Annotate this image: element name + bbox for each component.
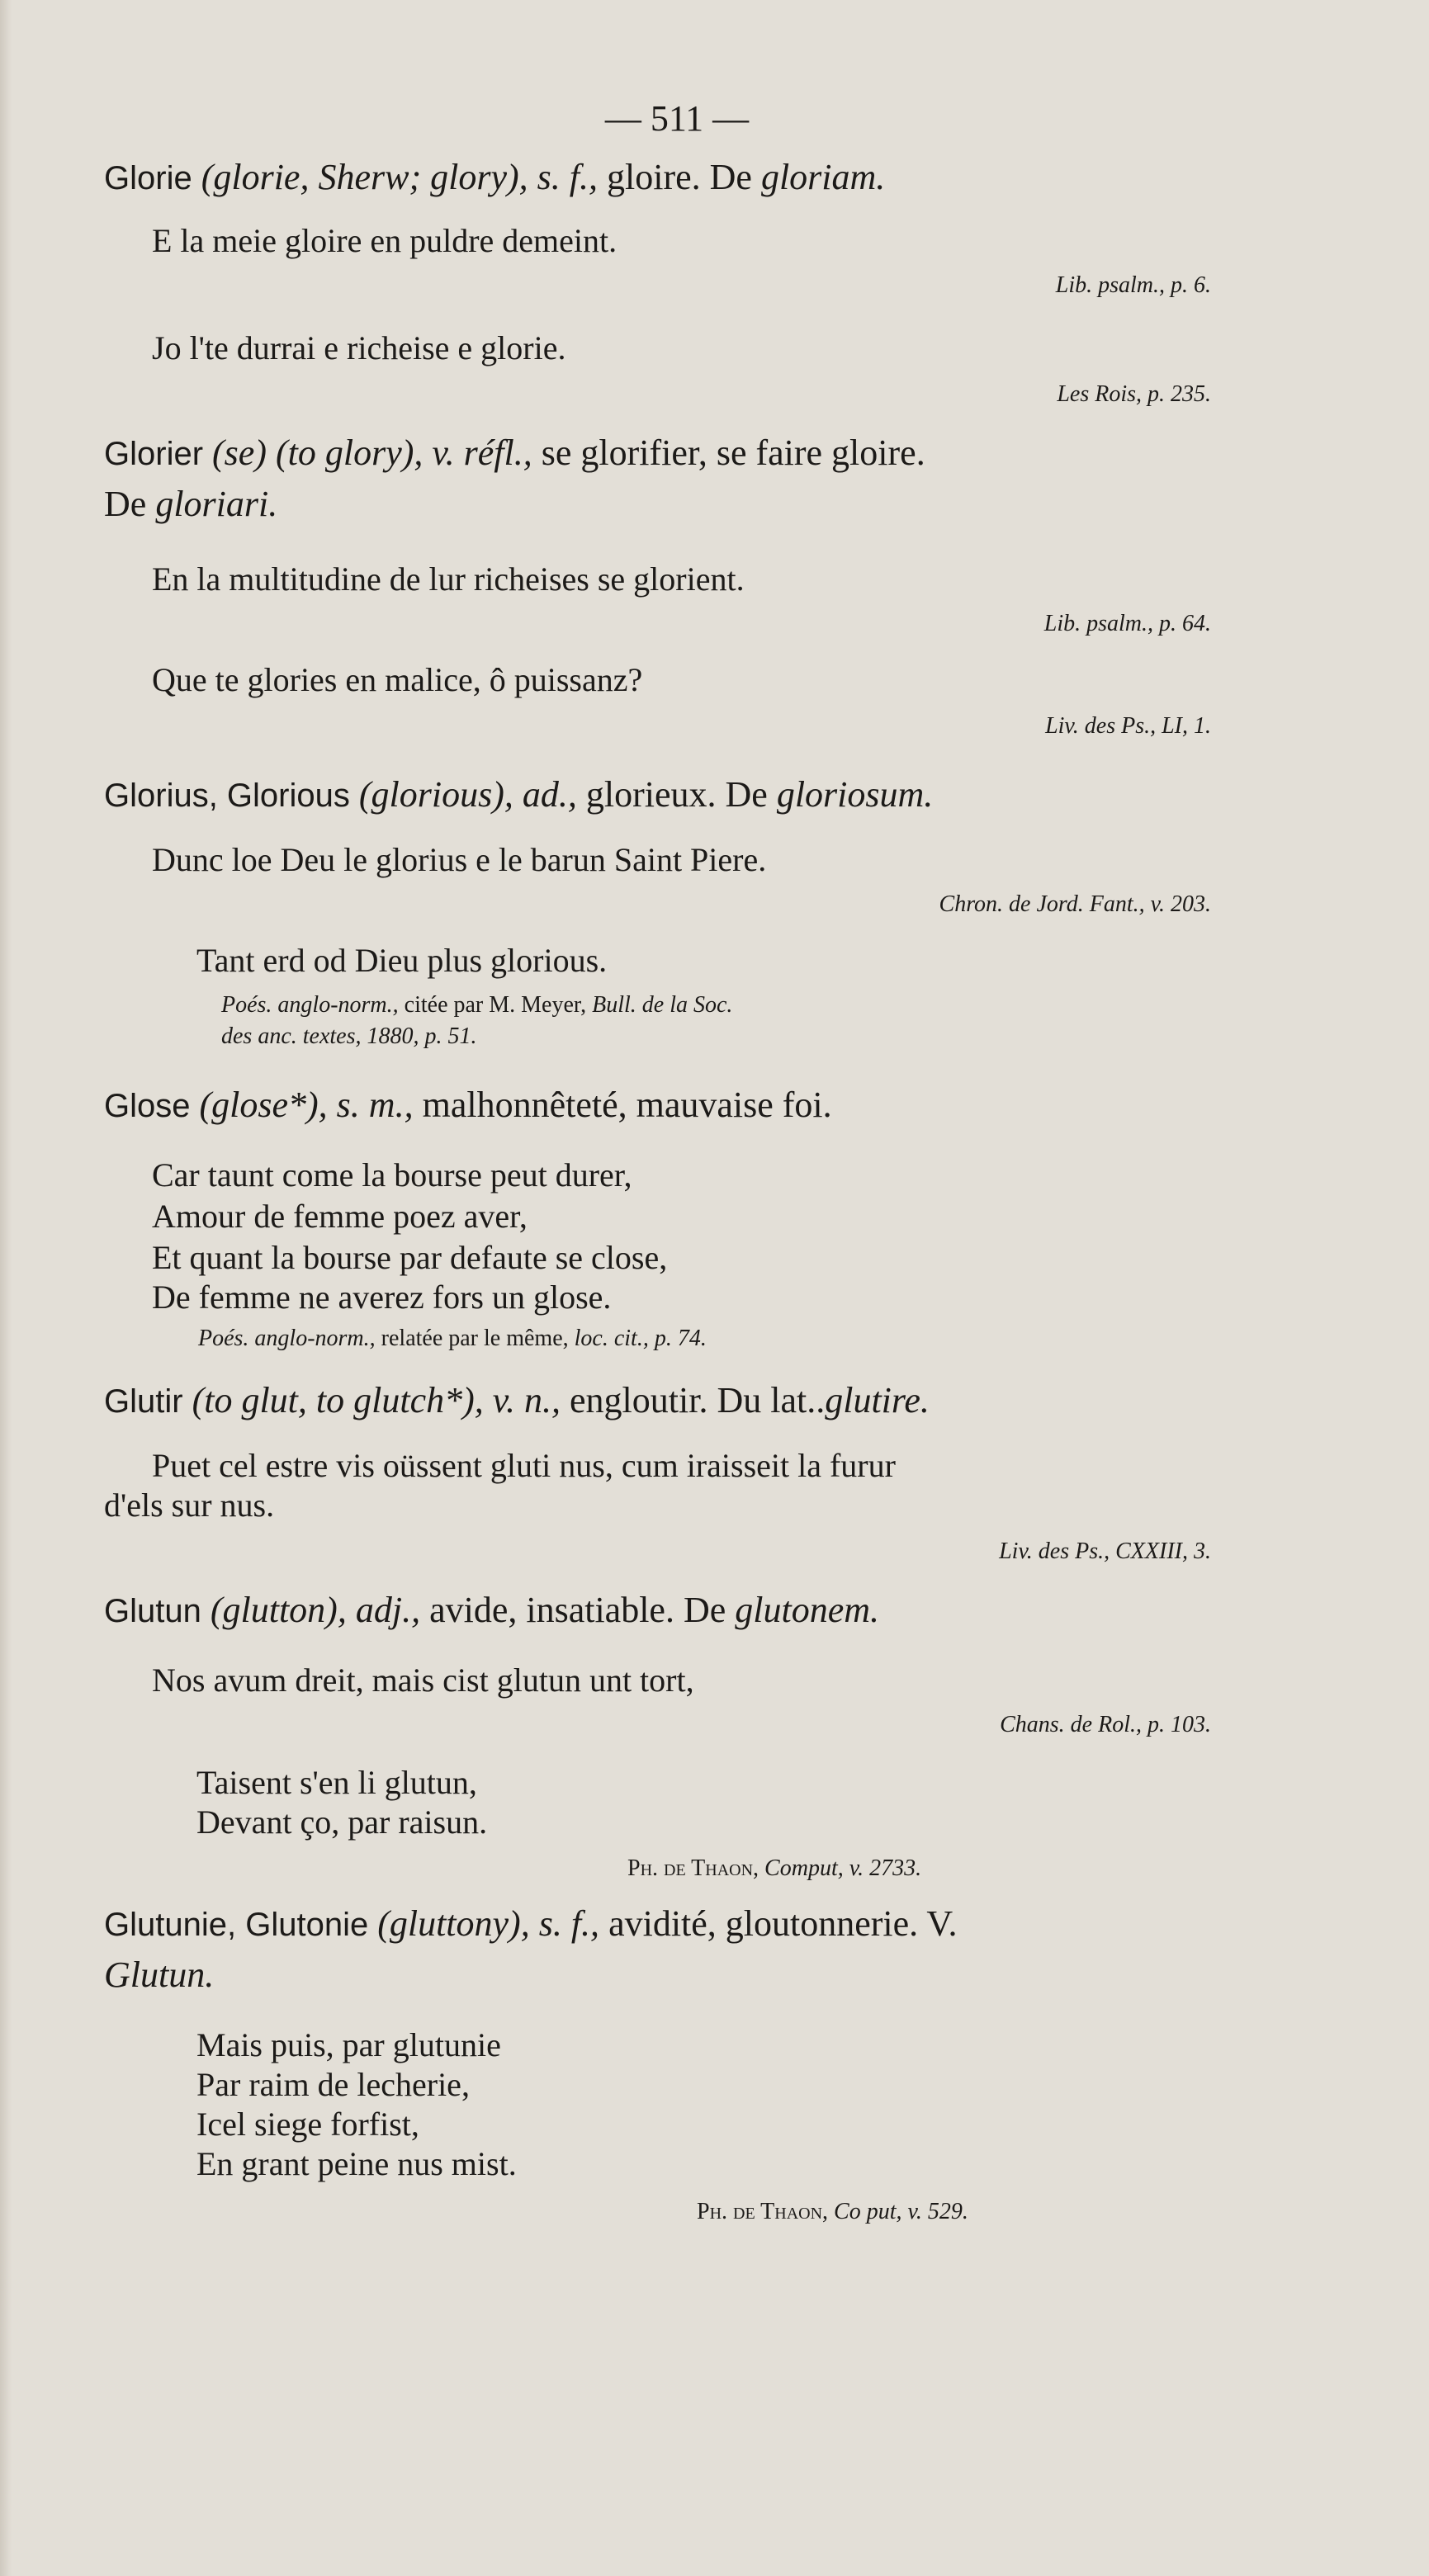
headword: Glose: [104, 1088, 191, 1124]
latin-source: glutonem.: [735, 1590, 880, 1630]
quote: En la multitudine de lur richeises se glorient.: [152, 560, 745, 598]
verse-line: Car taunt come la bourse peut durer,: [152, 1156, 632, 1193]
gloss: gloire. De: [607, 157, 752, 197]
source: Les Rois, p. 235.: [1057, 381, 1211, 407]
gloss: malhonnêteté, mauvaise foi.: [422, 1085, 832, 1125]
verse-line: Icel siege forfist,: [196, 2106, 419, 2143]
source: Liv. des Ps., CXXIII, 3.: [999, 1539, 1211, 1564]
quote: Nos avum dreit, mais cist glutun unt tort,: [152, 1661, 694, 1699]
gloss: engloutir. Du lat..: [570, 1380, 826, 1420]
page-number: — 511 —: [604, 98, 750, 139]
quote: Dunc loe Deu le glorius e le barun Saint Piere.: [152, 841, 767, 878]
source-cont: des anc. textes, 1880, p. 51.: [221, 1023, 477, 1049]
entry-glutir-heading: [104, 1377, 930, 1425]
latin-source: glutire.: [825, 1380, 930, 1420]
headword: Glutunie, Glutonie: [104, 1907, 369, 1943]
headword: Glorius, Glorious: [104, 778, 350, 814]
gloss: avidité, gloutonnerie. V.: [608, 1903, 958, 1944]
entry-glutun-heading: [104, 1586, 879, 1635]
verse-line: De femme ne averez fors un glose.: [152, 1279, 612, 1316]
gloss: glorieux. De: [585, 774, 768, 815]
headword: Glutun: [104, 1593, 201, 1629]
entry-glutunie-heading-cont: [104, 1951, 214, 1999]
prose-line: Puet cel estre vis oüssent gluti nus, cum iraisseit la furur: [152, 1447, 896, 1484]
etymology: (glorious), ad.,: [358, 774, 577, 815]
quote: Tant erd od Dieu plus glorious.: [196, 942, 608, 979]
source: Ph. de Thaon, Co put, v. 529.: [697, 2199, 968, 2224]
verse-line: Et quant la bourse par defaute se close,: [152, 1239, 668, 1276]
prose-line: d'els sur nus.: [104, 1487, 275, 1524]
entry-glose-heading: [104, 1081, 832, 1130]
page-edge: [0, 0, 12, 2576]
entry-glorier-heading-cont: [104, 480, 277, 528]
verse-line: Amour de femme poez aver,: [152, 1198, 528, 1235]
etymology: (gluttony), s. f.,: [377, 1903, 600, 1944]
quote: E la meie gloire en puldre demeint.: [152, 222, 617, 259]
source: Poés. anglo-norm., relatée par le même, loc. cit., p. 74.: [198, 1326, 707, 1351]
etymology: (glose*), s. m.,: [199, 1085, 414, 1125]
headword: Glutir: [104, 1383, 183, 1420]
latin-source: gloriari.: [155, 484, 278, 524]
source: Chron. de Jord. Fant., v. 203.: [939, 891, 1211, 917]
verse-line: Devant ço, par raisun.: [196, 1803, 488, 1841]
etymology: (glorie, Sherw; glory), s. f.,: [201, 157, 598, 197]
latin-source: gloriam.: [760, 157, 886, 197]
source: Chans. de Rol., p. 103.: [1000, 1712, 1211, 1737]
verse-line: En grant peine nus mist.: [196, 2145, 517, 2182]
source: Ph. de Thaon, Comput, v. 2733.: [627, 1855, 922, 1881]
source: Lib. psalm., p. 64.: [1043, 611, 1211, 636]
gloss: avide, insatiable. De: [429, 1590, 726, 1630]
quote: Jo l'te durrai e richeise e glorie.: [152, 329, 566, 366]
etymology: (se) (to glory), v. réfl.,: [212, 432, 532, 473]
entry-glorier-heading: [104, 429, 925, 478]
source: Liv. des Ps., LI, 1.: [1045, 713, 1211, 739]
etymology: (to glut, to glutch*), v. n.,: [192, 1380, 561, 1420]
source: Lib. psalm., p. 6.: [1055, 272, 1211, 298]
entry-glutunie-heading: [104, 1900, 958, 1949]
verse-line: Taisent s'en li glutun,: [196, 1764, 477, 1801]
etymology: (glutton), adj.,: [210, 1590, 421, 1630]
cross-reference: Glutun.: [104, 1954, 215, 1995]
quote: Que te glories en malice, ô puissanz?: [152, 661, 643, 698]
verse-line: Mais puis, par glutunie: [196, 2026, 501, 2063]
latin-source: gloriosum.: [776, 774, 934, 815]
entry-glorius-heading: [104, 771, 933, 820]
headword: Glorie: [104, 160, 192, 196]
verse-line: Par raim de lecherie,: [196, 2066, 470, 2103]
gloss: se glorifier, se faire gloire.: [541, 432, 925, 473]
headword: Glorier: [104, 436, 204, 472]
source: Poés. anglo-norm., citée par M. Meyer, Bull. de la Soc.: [221, 992, 733, 1018]
entry-glorie-heading: [104, 154, 885, 202]
gloss-prefix: De: [104, 484, 147, 524]
